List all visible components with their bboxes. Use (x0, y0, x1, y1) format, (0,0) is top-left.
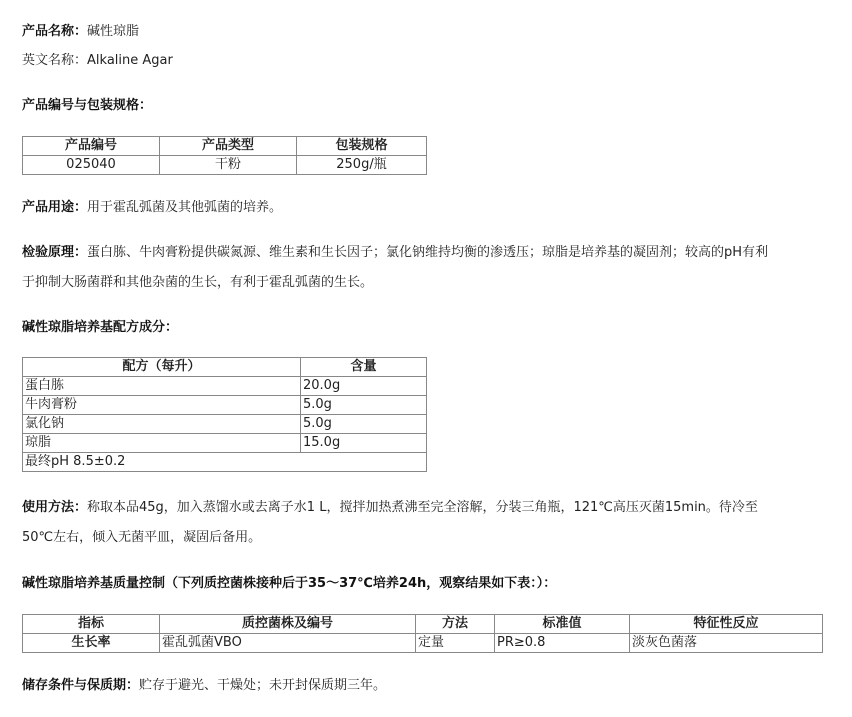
table-header-cell: 方法 (416, 615, 495, 634)
storage-value: 贮存于避光、干燥处；未开封保质期三年。 (139, 678, 387, 693)
table-cell: 氯化钠 (23, 415, 301, 434)
packaging-heading: 产品编号与包装规格： (22, 98, 153, 113)
table-header-cell: 特征性反应 (630, 615, 823, 634)
table-cell: 025040 (23, 156, 160, 175)
table-header-cell: 包装规格 (297, 137, 427, 156)
table-cell: 生长率 (23, 634, 160, 653)
table-cell: 20.0g (301, 377, 427, 396)
method-paragraph (22, 493, 832, 553)
table-cell: PR≥0.8 (495, 634, 630, 653)
table-row (23, 377, 427, 396)
principle-paragraph (22, 238, 832, 298)
qc-heading: 碱性琼脂培养基质量控制（下列质控菌株接种后于35～37℃培养24h，观察结果如下表：）： (22, 576, 557, 591)
table-header-row (23, 615, 823, 634)
table-header-cell: 标准值 (495, 615, 630, 634)
table-header-cell: 产品编号 (23, 137, 160, 156)
table-row (23, 453, 427, 472)
english-name-label: 英文名称： (22, 53, 88, 68)
table-header-row (23, 358, 427, 377)
table-cell: 干粉 (160, 156, 297, 175)
table-cell: 蛋白胨 (23, 377, 301, 396)
table-header-cell: 含量 (301, 358, 427, 377)
table-row (23, 634, 823, 653)
usage-value: 用于霍乱弧菌及其他弧菌的培养。 (87, 200, 283, 215)
table-cell: 牛肉膏粉 (23, 396, 301, 415)
table-header-row (23, 137, 427, 156)
final-ph-cell: 最终pH 8.5±0.2 (23, 453, 427, 472)
principle-line1: 蛋白胨、牛肉膏粉提供碳氮源、维生素和生长因子；氯化钠维持均衡的渗透压；琼脂是培养基的凝固剂；较高的pH有利 (87, 245, 769, 260)
product-name-line (22, 22, 139, 42)
method-line2: 50℃左右，倾入无菌平皿，凝固后备用。 (22, 530, 262, 545)
qc-table (22, 614, 823, 653)
packaging-table (22, 136, 427, 175)
principle-line2: 于抑制大肠菌群和其他杂菌的生长，有利于霍乱弧菌的生长。 (22, 275, 374, 290)
formula-heading: 碱性琼脂培养基配方成分： (22, 320, 179, 335)
usage-label: 产品用途： (22, 200, 88, 215)
table-cell: 5.0g (301, 396, 427, 415)
usage-line (22, 198, 282, 218)
table-cell: 5.0g (301, 415, 427, 434)
english-name-value: Alkaline Agar (87, 53, 173, 68)
table-row (23, 415, 427, 434)
table-cell: 霍乱弧菌VBO (160, 634, 416, 653)
table-row (23, 434, 427, 453)
method-line1: 称取本品45g，加入蒸馏水或去离子水1 L，搅拌加热煮沸至完全溶解，分装三角瓶，121℃高压灭菌15min。待冷至 (87, 500, 758, 515)
formula-table (22, 357, 427, 472)
table-header-cell: 质控菌株及编号 (160, 615, 416, 634)
table-header-cell: 配方（每升） (23, 358, 301, 377)
table-cell: 定量 (416, 634, 495, 653)
table-row (23, 396, 427, 415)
product-name-label: 产品名称： (22, 24, 88, 39)
english-name-line (22, 51, 173, 71)
storage-line (22, 676, 386, 696)
product-name-value: 碱性琼脂 (87, 24, 140, 39)
storage-label: 储存条件与保质期： (22, 678, 140, 693)
table-row (23, 156, 427, 175)
method-label: 使用方法： (22, 500, 88, 515)
table-cell: 淡灰色菌落 (630, 634, 823, 653)
table-cell: 琼脂 (23, 434, 301, 453)
table-header-cell: 产品类型 (160, 137, 297, 156)
principle-label: 检验原理： (22, 245, 88, 260)
table-header-cell: 指标 (23, 615, 160, 634)
table-cell: 250g/瓶 (297, 156, 427, 175)
table-cell: 15.0g (301, 434, 427, 453)
